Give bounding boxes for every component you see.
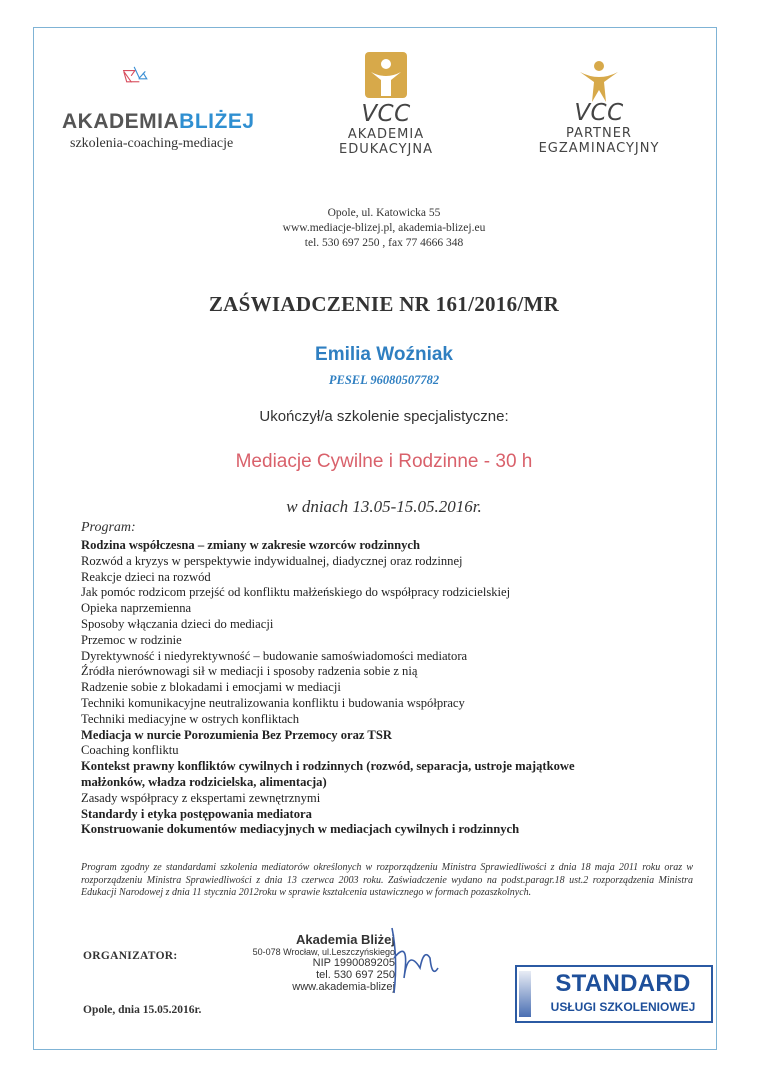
stamp-name: Akademia Bliżej [296,932,395,947]
vcc-brand: VCC [361,101,411,127]
program-item: Rozwód a kryzys w perspektywie indywidualnej, diadycznej oraz rodzinnej [81,553,463,568]
stamp-address: 50-078 Wrocław, ul.Leszczyńskiego [252,947,395,957]
program-item: Rodzina współczesna – zmiany w zakresie wzorców rodzinnych [81,538,420,552]
program-item: Zasady współpracy z ekspertami zewnętrznymi [81,790,321,805]
address-street: Opole, ul. Katowicka 55 [327,207,441,219]
program-item: Standardy i etyka postępowania mediatora [81,806,312,821]
program-item: Opieka naprzemienna [81,601,192,616]
program-item: Źródła nierównowagi sił w mediacji i sposoby radzenia sobie z nią [81,664,418,679]
vcc-figure-icon [574,58,624,104]
akademia-blizej-tagline: szkolenia-coaching-mediacje [70,136,234,151]
stamp-nip: NIP 1990089205 [312,957,395,969]
vcc-figure-icon [361,50,411,105]
program-item: Reakcje dzieci na rozwód [81,569,211,584]
program-item: Techniki komunikacyjne neutralizowania konfliktu i budowania współpracy [81,695,465,710]
program-item: Jak pomóc rodzicom przejść od konfliktu małżeńskiego do współpracy rodzicielskiej [81,585,511,600]
address-websites: www.mediacje-blizej.pl, akademia-blizej.eu [282,222,486,234]
program-item: Dyrektywność i niedyrektywność – budowanie samoświadomości mediatora [81,648,468,663]
standard-badge [515,965,713,1023]
vcc-line1: AKADEMIA [347,127,425,142]
program-item: Coaching konfliktu [81,743,179,758]
vcc-academy-logo [326,50,446,157]
organizer-label: ORGANIZATOR: [83,950,178,962]
stamp-www: www.akademia-blizej [292,981,395,993]
certificate-title: ZAŚWIADCZENIE NR 161/2016/MR [208,292,560,316]
standard-badge-title: STANDARD [555,970,691,997]
legal-note: Program zgodny ze standardami szkolenia mediatorów określonych w rozporządzeniu Ministra Sprawiedliwości z dnia 18 maja 2011 roku oraz w rozporządzeniu Ministra Sprawiedliwości z dnia 13 czerwca 2003 roku. Zaświadczenie wydano na podst.paragr.18 ust.2 rozporządzenia Ministra Edukacji Narodowej z dnia 11 stycznia 2012roku w sprawie kształcenia ustawicznego w formach pozaszkolnych. [81,862,693,898]
vcc-partner-logo [519,58,679,156]
program-item: Radzenie sobie z blokadami i emocjami w mediacji [81,680,341,695]
standard-badge-bar [519,971,531,1017]
vcc-brand: VCC [574,100,624,126]
vcc-line2: EDUKACYJNA [339,142,433,157]
akademia-blizej-name: AKADEMIABLIŻEJ [62,110,255,133]
place-and-date: Opole, dnia 15.05.2016r. [83,1004,202,1016]
program-item: Kontekst prawny konfliktów cywilnych i rodzinnych (rozwód, separacja, ustroje majątkowe [81,759,575,774]
program-label: Program: [81,520,136,535]
stamp-phone: tel. 530 697 250 [316,969,395,981]
standard-badge-subtitle: USŁUGI SZKOLENIOWEJ [550,1000,696,1014]
organizer-stamp [245,932,395,993]
course-dates: w dniach 13.05-15.05.2016r. [286,497,482,516]
akademia-blizej-logo-icon [120,55,200,110]
program-item: Mediacja w nurcie Porozumienia Bez Przemocy oraz TSR [81,727,392,742]
program-item: Konstruowanie dokumentów mediacyjnych w mediacjach cywilnych i rodzinnych [81,822,520,837]
signature-icon [380,918,450,1003]
person-name: Emilia Woźniak [315,344,453,365]
program-item: Przemoc w rodzinie [81,632,182,647]
program-list [81,538,681,838]
vcc-line2: EGZAMINACYJNY [538,141,660,156]
program-item: Techniki mediacyjne w ostrych konfliktach [81,711,300,726]
vcc-line1: PARTNER [566,126,632,141]
completed-statement: Ukończył/a szkolenie specjalistyczne: [259,408,509,425]
address-phone: tel. 530 697 250 , fax 77 4666 348 [304,237,464,249]
course-name: Mediacje Cywilne i Rodzinne - 30 h [235,451,533,472]
program-item: małżonków, władza rodzicielska, alimentacja) [81,774,327,789]
program-item: Sposoby włączania dzieci do mediacji [81,616,274,631]
pesel-number: PESEL 96080507782 [328,373,440,387]
